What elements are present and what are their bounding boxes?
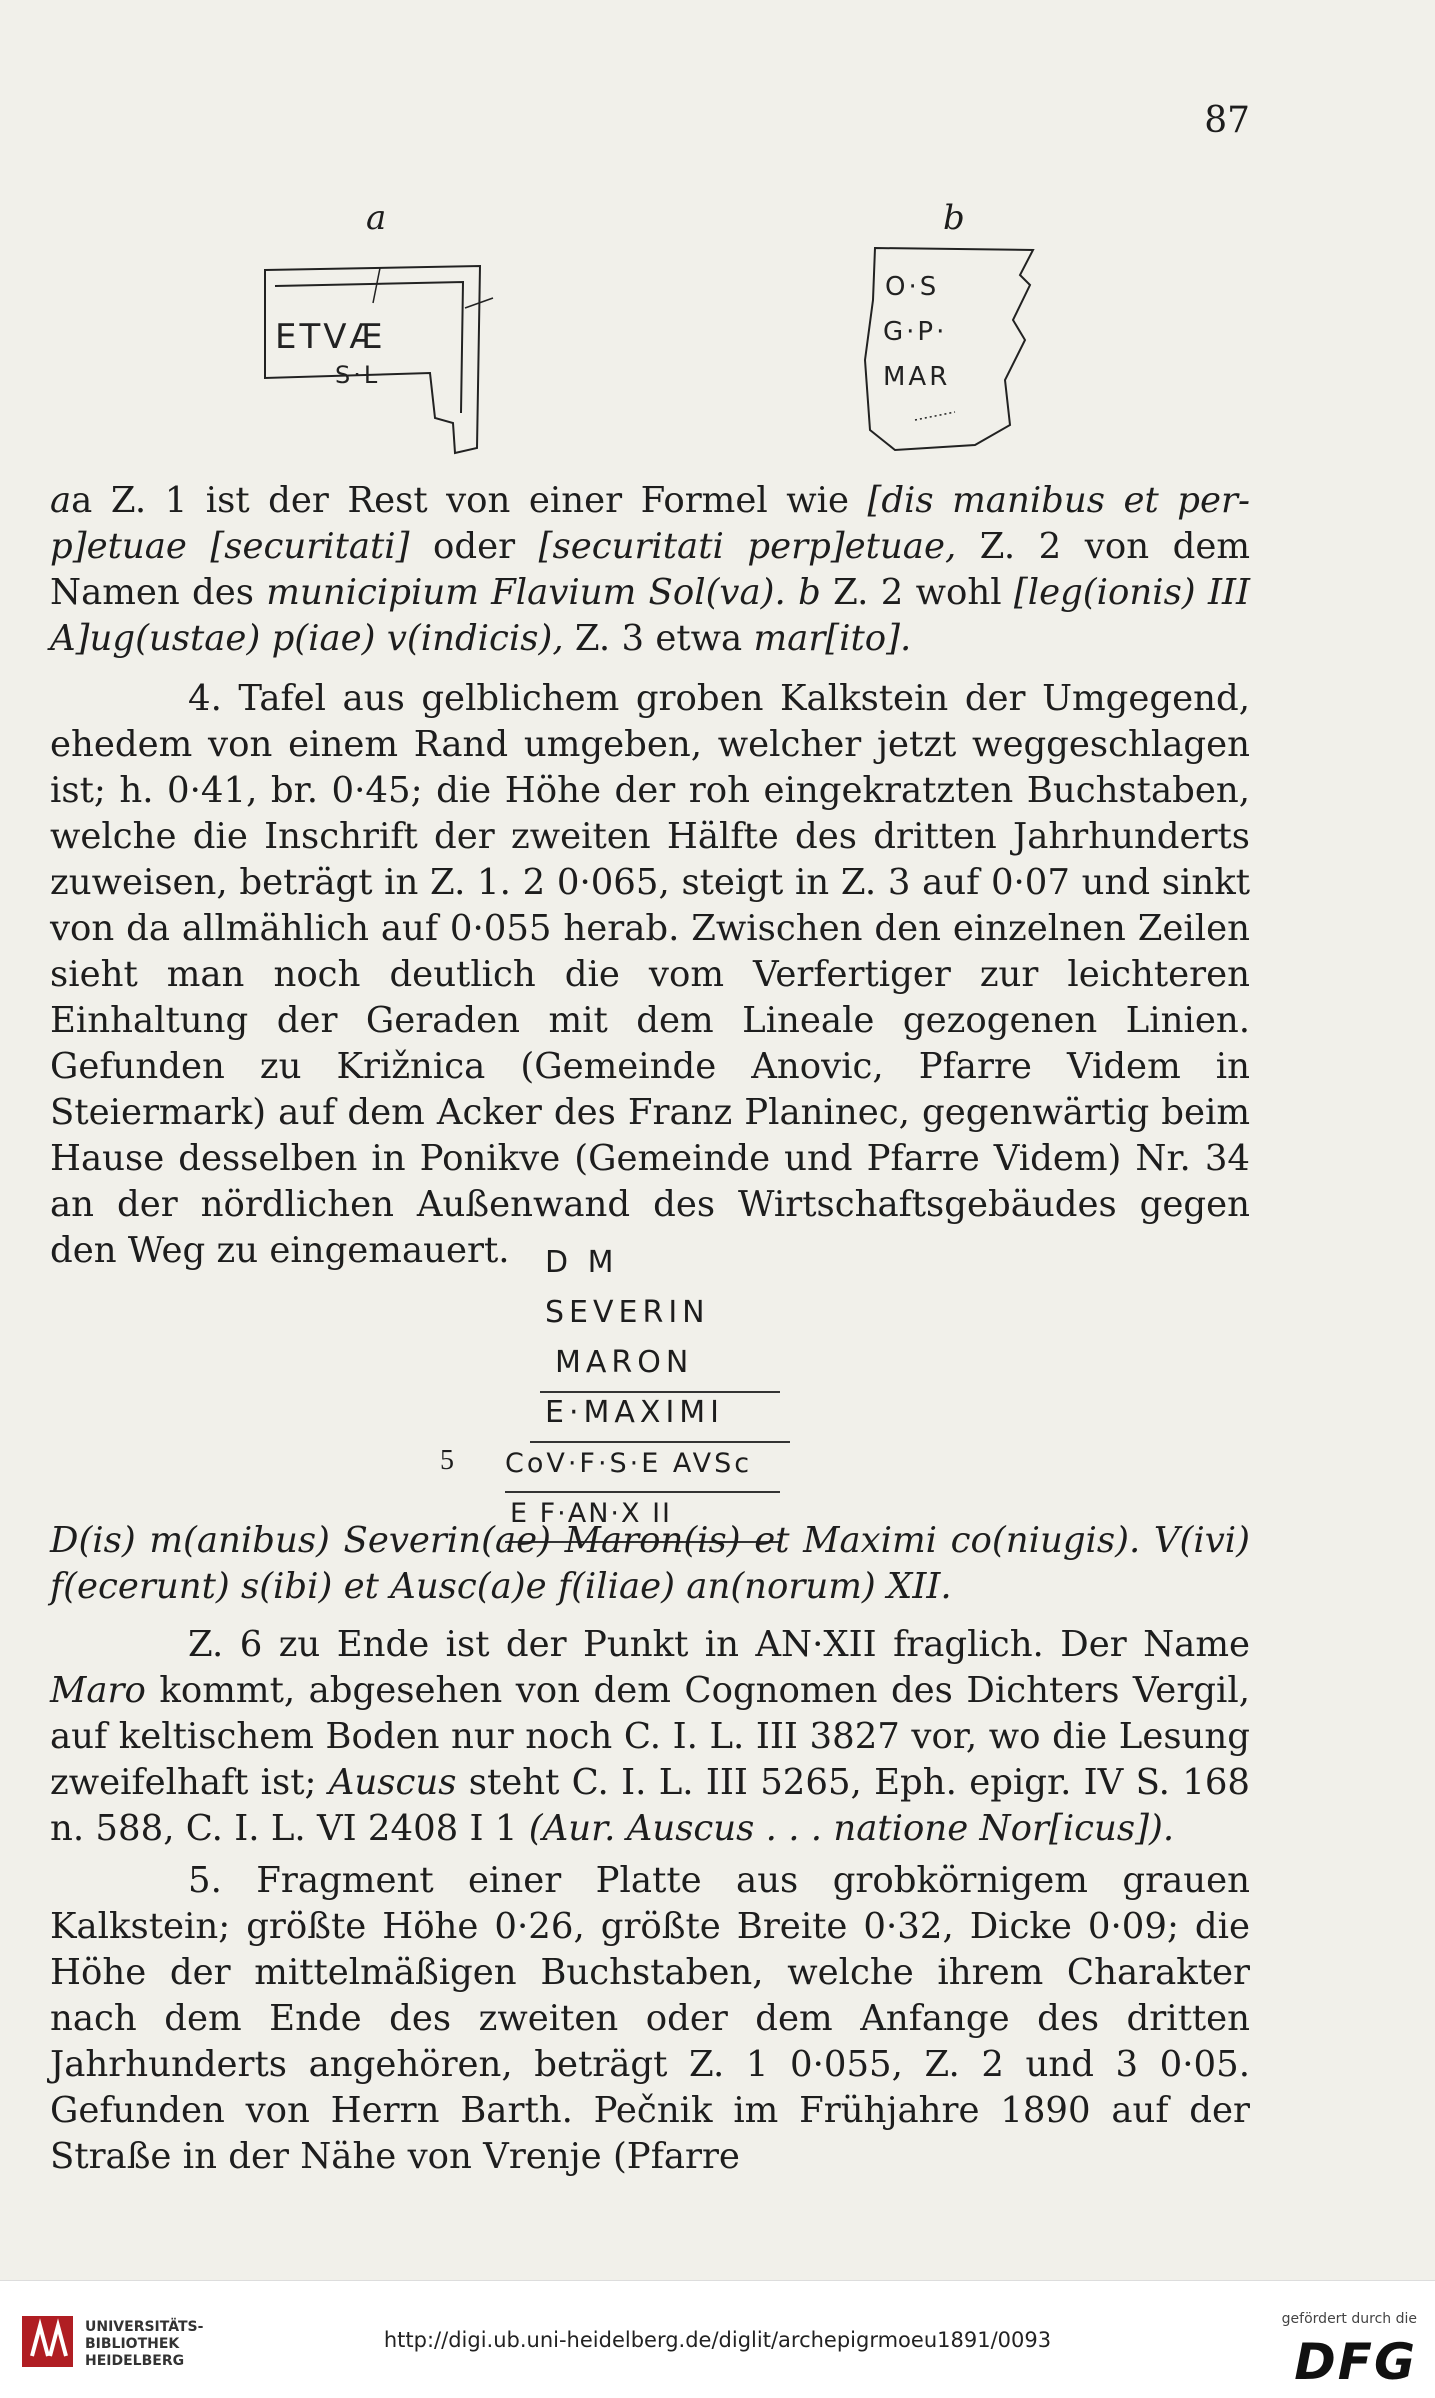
inscription-line-6: E F·AN·X II: [460, 1495, 840, 1545]
fragment-b-line2: G·P·: [883, 317, 948, 347]
inscription-line-3: MARON: [460, 1345, 840, 1395]
library-name: UNIVERSITÄTS- BIBLIOTHEK HEIDELBERG: [85, 2319, 204, 2369]
inscription-block: [440, 1245, 840, 1545]
fragment-a-drawing: [255, 258, 495, 458]
paragraph-item-4: 4. Tafel aus gelblichem groben Kalkstein der Umgegend, ehedem von einem Rand umgeben, welcher jetzt weggeschlagen ist; h. 0·41, br. 0·45; die Höhe der roh eingekratzten Buchstaben, welche die Inschrift der zweiten Hälfte des dritten Jahrhunderts zuweisen, beträgt in Z. 1. 2 0·065, steigt in Z. 3 auf 0·07 und sinkt von da allmählich auf 0·055 herab. Zwischen den einzelnen Zeilen sieht man noch deutlich die vom Verfertiger zur leichteren Einhaltung der Geraden mit dem Lineale gezogenen Linien. Gefunden zu Križnica (Gemeinde Anovic, Pfarre Videm in Steiermark) auf dem Acker des Franz Planinec, gegenwärtig beim Hause desselben in Ponikve (Gemeinde und Pfarre Videm) Nr. 34 an der nördlichen Außenwand des Wirtschaftsgebäudes gegen den Weg zu eingemauert.: [50, 678, 1250, 1271]
inscription-line-1: D M: [545, 1245, 619, 1280]
fragment-b-line3: MAR: [883, 362, 951, 392]
paragraph-commentary-line6: Z. 6 zu Ende ist der Punkt in AN·XII fraglich. Der Name Maro kommt, abgesehen von dem Cognomen des Dichters Vergil, auf keltischem Boden nur noch C. I. L. III 3827 vor, wo die Lesung zweifelhaft ist; Auscus steht C. I. L. III 5265, Eph. epigr. IV S. 168 n. 588, C. I. L. VI 2408 I 1 (Aur. Auscus . . . natione Nor[icus]).: [50, 1624, 1250, 1849]
fragment-b-drawing: [855, 240, 1055, 470]
fragment-a-line2: S·L: [335, 361, 381, 389]
footer-bar: [0, 2280, 1435, 2398]
fragment-b-line1: O·S: [885, 272, 940, 302]
paragraph-item-5: 5. Fragment einer Platte aus grobkörnigem grauen Kalkstein; größte Höhe 0·26, größte Breite 0·32, Dicke 0·09; die Höhe der mittelmäßigen Buchstaben, welche ihrem Charakter nach dem Ende des zweiten oder dem Anfange des dritten Jahrhunderts angehören, beträgt Z. 1 0·055, Z. 2 und 3 0·05. Gefunden von Herrn Barth. Pečnik im Frühjahre 1890 auf der Straße in der Nähe von Vrenje (Pfarre: [50, 1860, 1250, 2177]
permalink-url[interactable]: http://digi.ub.uni-heidelberg.de/diglit/archepigrmoeu1891/0093: [383, 2328, 1052, 2352]
paragraph-inscription-reading: D(is) m(anibus) Severin(ae) Maron(is) et Maximi co(niugis). V(ivi) f(ecerunt) s(ibi) et Ausc(a)e f(iliae) an(norum) XII.: [50, 1520, 1250, 1607]
paragraph-fragment-commentary: aa Z. 1 ist der Rest von einer Formel wie [dis manibus et per-p]etuae [securitati] oder [securitati perp]etuae, Z. 2 von dem Namen des municipium Flavium Sol(va). b Z. 2 wohl [leg(ionis) III A]ug(ustae) p(iae) v(indicis), Z. 3 etwa mar[ito].: [50, 480, 1251, 659]
inscription-line-5: 5 CoV·F·S·E AVSc: [460, 1445, 840, 1495]
line-number-5: 5: [440, 1445, 459, 1476]
figure-label-a: a: [366, 198, 387, 238]
fragment-a-line1: ETVÆ: [275, 317, 386, 357]
dfg-logo: DFG: [1294, 2333, 1417, 2391]
page-number: 87: [1204, 100, 1250, 141]
funding-label: gefördert durch die: [1281, 2311, 1417, 2327]
inscription-line-4: E·MAXIMI: [460, 1395, 840, 1445]
figure-label-b: b: [943, 198, 965, 238]
inscription-line-2: SEVERIN: [545, 1295, 710, 1330]
